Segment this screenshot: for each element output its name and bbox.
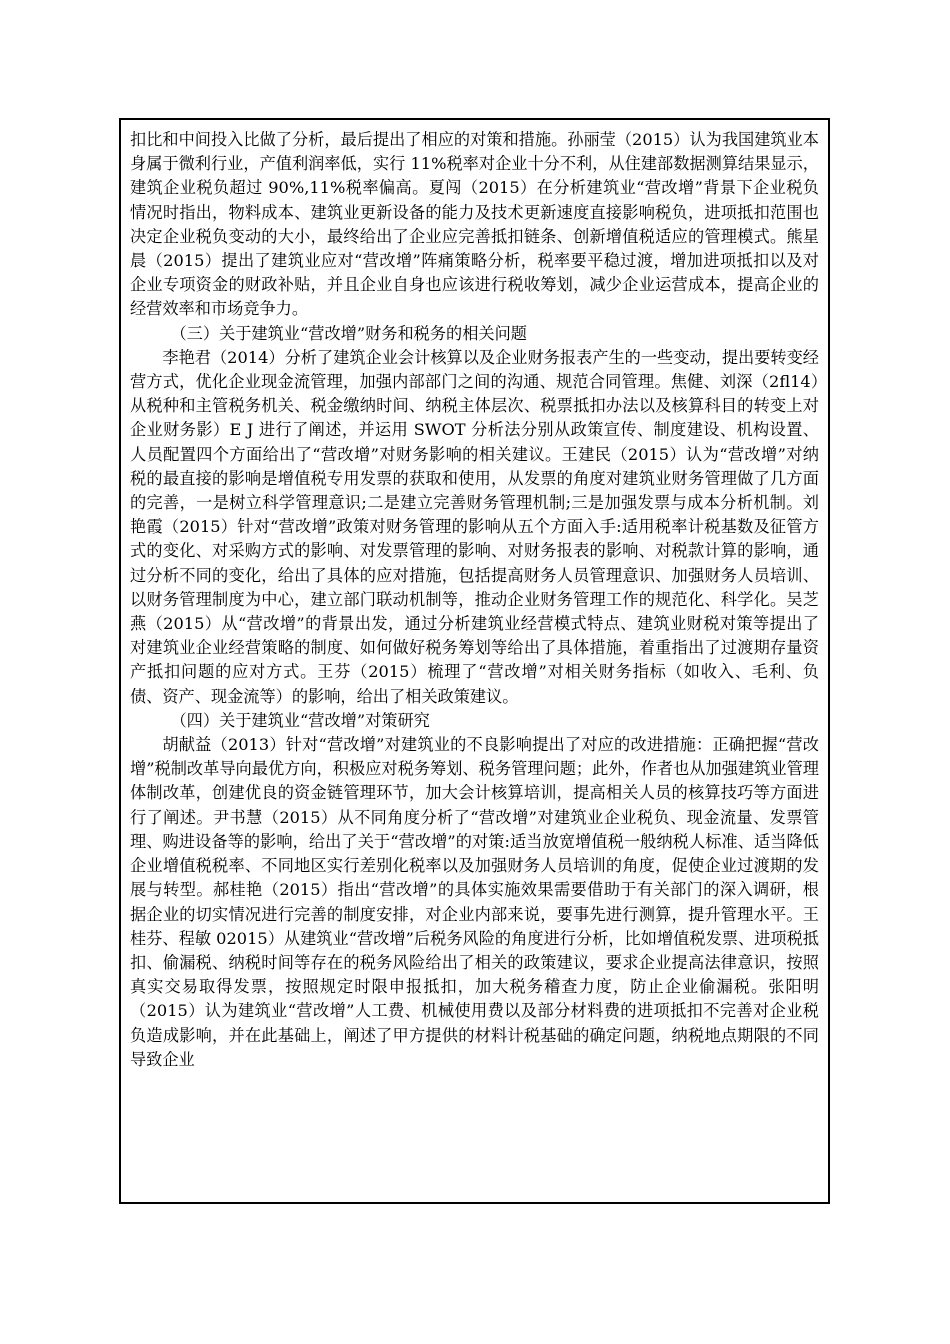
section-heading-4: （四）关于建筑业“营改增”对策研究 <box>170 710 430 730</box>
paragraph-tax-burden-continued: 扣比和中间投入比做了分析，最后提出了相应的对策和措施。孙丽莹（2015）认为我国建筑业本身属于微利行业，产值利润率低，实行 11%税率对企业十分不利，从住建部数据测算结果显示，建筑企业税负超过 90%,11%税率偏高。夏闯（2015）在分析建筑业“营改增”背景下企业税负情况时指出，物料成本、建筑业更新设备的能力及技术更新速度直接影响税负，进项抵扣范围也决定企业税负变动的大小，最终给出了企业应完善抵扣链条、创新增值税适应的管理模式。熊星晨（2015）提出了建筑业应对“营改增”阵痛策略分析，税率要平稳过渡，增加进项抵扣以及对企业专项资金的财政补贴，并且企业自身也应该进行税收筹划，减少企业运营成本，提高企业的经营效率和市场竞争力。 <box>130 130 819 319</box>
section-heading-3: （三）关于建筑业“营改增”财务和税务的相关问题 <box>170 323 527 343</box>
bordered-text-frame <box>119 118 830 1204</box>
document-body <box>121 120 828 1072</box>
paragraph-finance-tax-issues: 李艳君（2014）分析了建筑企业会计核算以及企业财务报表产生的一些变动，提出要转变经营方式，优化企业现金流管理，加强内部部门之间的沟通、规范合同管理。焦健、刘深（2fl14）从税种和主管税务机关、税金缴纳时间、纳税主体层次、税票抵扣办法以及核算科目的转变上对企业财务影）E J 进行了阐述，并运用 SWOT 分析法分别从政策宣传、制度建设、机构设置、人员配置四个方面给出了“营改增”对财务影响的相关建议。王建民（2015）认为“营改增”对纳税的最直接的影响是增值税专用发票的获取和使用，从发票的角度对建筑业财务管理做了几方面的完善，一是树立科学管理意识;二是建立完善财务管理机制;三是加强发票与成本分析机制。刘艳霞（2015）针对“营改增”政策对财务管理的影响从五个方面入手:适用税率计税基数及征管方式的变化、对采购方式的影响、对发票管理的影响、对财务报表的影响、对税款计算的影响，通过分析不同的变化，给出了具体的应对措施，包括提高财务人员管理意识、加强财务人员培训、以财务管理制度为中心，建立部门联动机制等，推动企业财务管理工作的规范化、科学化。吴芝燕（2015）从“营改增”的背景出发，通过分析建筑业经营模式特点、建筑业财税对策等提出了对建筑业企业经营策略的制度、如何做好税务筹划等给出了具体措施，着重指出了过渡期存量资产抵扣问题的应对方式。王芬（2015）梳理了“营改增”对相关财务指标（如收入、毛利、负债、资产、现金流等）的影响，给出了相关政策建议。 <box>130 347 819 706</box>
paragraph-countermeasures: 胡献益（2013）针对“营改增”对建筑业的不良影响提出了对应的改进措施：正确把握“营改增”税制改革导向最优方向，积极应对税务筹划、税务管理问题；此外，作者也从加强建筑业管理体制改革，创建优良的资金链管理环节，加大会计核算培训，提高相关人员的核算技巧等方面进行了阐述。尹书慧（2015）从不同角度分析了“营改增”对建筑业企业税负、现金流量、发票管理、购进设备等的影响，给出了关于“营改增”的对策:适当放宽增值税一般纳税人标准、适当降低企业增值税税率、不同地区实行差别化税率以及加强财务人员培训的角度，促使企业过渡期的发展与转型。郝桂艳（2015）指出“营改增”的具体实施效果需要借助于有关部门的深入调研，根据企业的切实情况进行完善的制度安排，对企业内部来说，要事先进行测算，提升管理水平。王桂芬、程敏 02015）从建筑业“营改增”后税务风险的角度进行分析，比如增值税发票、进项税抵扣、偷漏税、纳税时间等存在的税务风险给出了相关的政策建议，要求企业提高法律意识，按照真实交易取得发票，按照规定时限申报抵扣，加大税务稽查力度，防止企业偷漏税。张阳明（2015）认为建筑业“营改增”人工费、机械使用费以及部分材料费的进项抵扣不完善对企业税负造成影响，并在此基础上，阐述了甲方提供的材料计税基础的确定问题，纳税地点期限的不同导致企业 <box>130 735 819 1069</box>
